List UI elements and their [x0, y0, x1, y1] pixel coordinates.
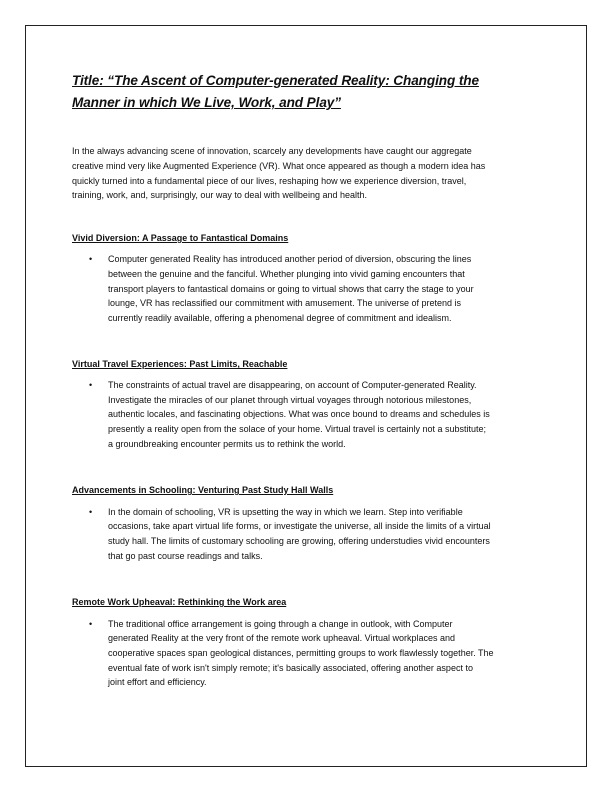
bullet-line: generated Reality at the very front of the remote work upheaval. Virtual workplaces and: [108, 633, 456, 643]
bullet-line: that go past course readings and talks.: [108, 551, 263, 561]
bullet-line: In the domain of schooling, VR is upsetting the way in which we learn. Step into verifiable: [108, 507, 463, 517]
bullet-line: occasions, take apart virtual life forms, or investigate the universe, all inside the limits of a virtual: [108, 521, 491, 531]
document-title-line-2: Manner in which We Live, Work, and Play”: [72, 95, 341, 110]
bullet-icon: •: [89, 380, 93, 390]
bullet-line: transport players to fantastical domains or going to virtual shows that carry the stage to your: [108, 284, 474, 294]
bullet-line: Computer generated Reality has introduced another period of diversion, obscuring the lines: [108, 254, 472, 264]
bullet-line: joint effort and efficiency.: [108, 677, 207, 687]
bullet-icon: •: [89, 254, 93, 264]
bullet-line: cooperative spaces span geological distances, permitting groups to work flawlessly together. The: [108, 648, 494, 658]
section-heading: Vivid Diversion: A Passage to Fantastical Domains: [72, 233, 289, 243]
bullet-line: currently readily available, offering a phenomenal degree of commitment and idealism.: [108, 313, 452, 323]
intro-line: In the always advancing scene of innovation, scarcely any developments have caught our aggregate: [72, 146, 472, 156]
intro-line: quickly turned into a fundamental piece of our lives, reshaping how we experience diversion, travel,: [72, 176, 467, 186]
bullet-line: authentic locales, and fascinating objections. What was once bound to dreams and schedules is: [108, 409, 490, 419]
bullet-line: between the genuine and the fanciful. Whether plunging into vivid gaming encounters that: [108, 269, 465, 279]
bullet-line: presently a reality open from the solace of your home. Virtual travel is certainly not a substitute;: [108, 424, 487, 434]
section-heading: Advancements in Schooling: Venturing Past Study Hall Walls: [72, 485, 334, 495]
section-heading: Remote Work Upheaval: Rethinking the Work area: [72, 597, 287, 607]
section-heading: Virtual Travel Experiences: Past Limits, Reachable: [72, 359, 288, 369]
bullet-line: Investigate the miracles of our planet through virtual voyages through notorious milestones,: [108, 395, 472, 405]
bullet-line: The constraints of actual travel are disappearing, on account of Computer-generated Reality.: [108, 380, 477, 390]
bullet-icon: •: [89, 507, 93, 517]
bullet-line: The traditional office arrangement is going through a change in outlook, with Computer: [108, 619, 453, 629]
intro-line: training, work, and, surprisingly, our way to deal with wellbeing and health.: [72, 190, 367, 200]
bullet-line: a groundbreaking encounter permits us to rethink the world.: [108, 439, 346, 449]
document-title-line-1: Title: “The Ascent of Computer-generated Reality: Changing the: [72, 73, 479, 88]
intro-line: creative mind very like Augmented Experience (VR). What once appeared as though a modern idea has: [72, 161, 486, 171]
bullet-line: study hall. The limits of customary schooling are growing, offering understudies vivid encounters: [108, 536, 490, 546]
bullet-line: eventual fate of work isn't simply remote; it's basically associated, offering another aspect to: [108, 663, 473, 673]
bullet-line: lounge, VR has reclassified our commitment with amusement. The universe of pretend is: [108, 298, 461, 308]
bullet-icon: •: [89, 619, 93, 629]
